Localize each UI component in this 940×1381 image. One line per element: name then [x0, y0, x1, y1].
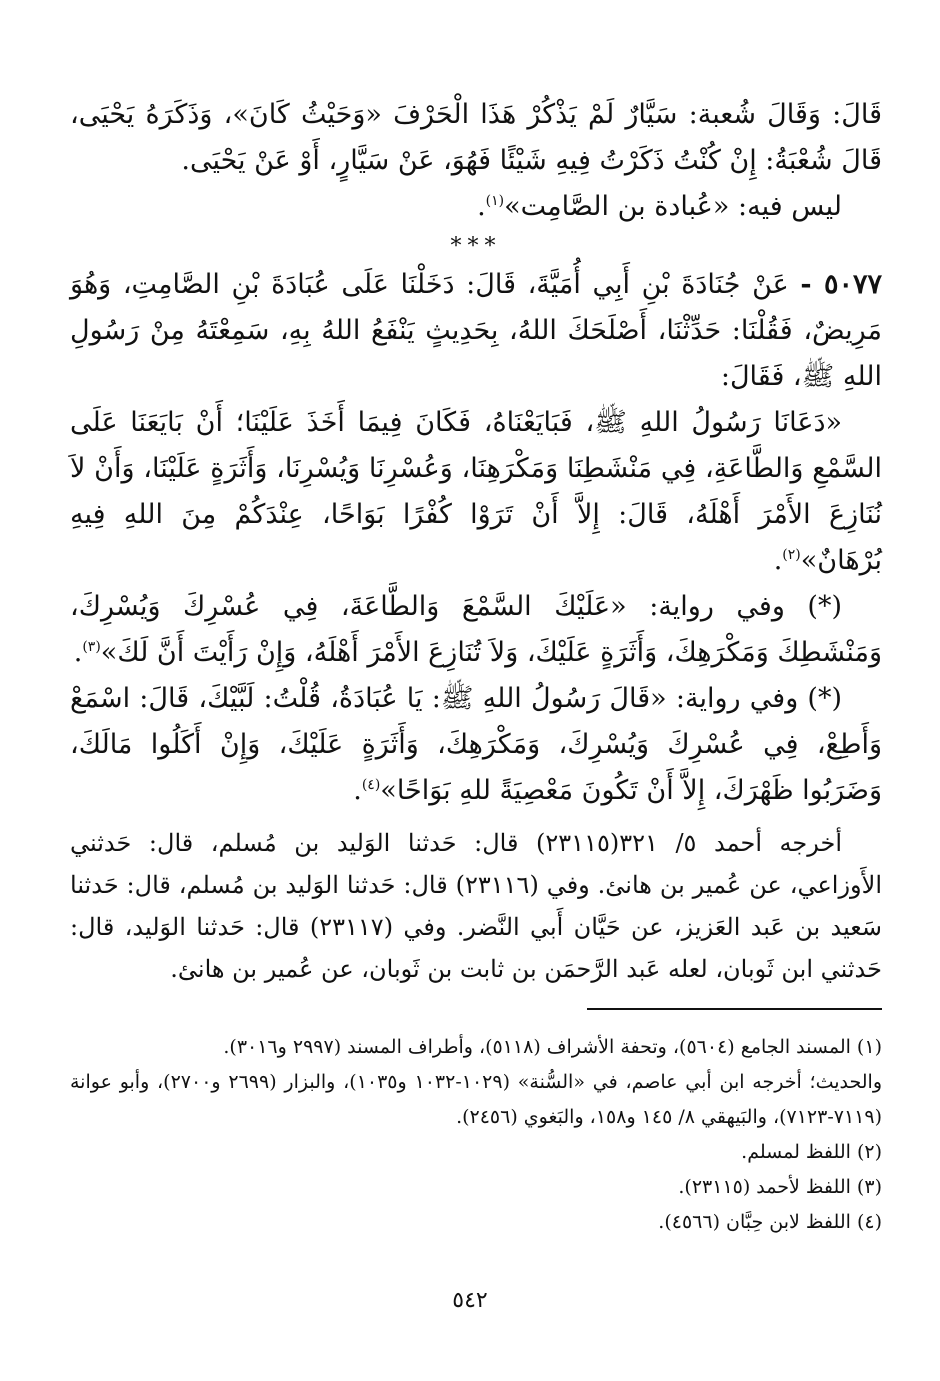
riwaya-1 [70, 584, 882, 676]
footnote-1: (١) المسند الجامع (٥٦٠٤)، وتحفة الأشراف (٥١١٨)، وأطراف المسند (٢٩٩٧ و٣٠١٦). [223, 1036, 882, 1058]
main-text [70, 92, 882, 814]
hadith-number: ٥٠٧٧ - [800, 269, 882, 300]
footnotes [70, 1030, 882, 1240]
footnote-4: (٤) اللفظ لابن حِبَّان (٤٥٦٦). [658, 1211, 882, 1233]
note-end: . [477, 191, 486, 222]
page-number: ٥٤٢ [452, 1288, 488, 1313]
matn-text: «دَعَانَا رَسُولُ اللهِ ﷺ، فَبَايَعْنَاهُ، فَكَانَ فِيمَا أَخَذَ عَلَيْنَا؛ أَنْ بَايَعَنَا عَلَى السَّمْعِ وَالطَّاعَةِ، فِي مَنْشَطِنَا وَمَكْرَهِنَا، وَعُسْرِنَا وَيُسْرِنَا، وَأَثَرَةٍ عَلَيْنَا، وَأَنْ لاَ نُنَازِعَ الأَمْرَ أَهْلَهُ، قَالَ: إِلاَّ أَنْ تَرَوْا كُفْرًا بَوَاحًا، عِنْدَكُمْ مِنَ اللهِ فِيهِ بُرْهَانٌ» [70, 407, 882, 576]
hadith-intro-paragraph [70, 262, 882, 400]
riwaya-2-end: . [353, 775, 362, 806]
hadith-matn [70, 400, 882, 584]
footnote-ref-1: (١) [485, 193, 505, 209]
takhrij-section [70, 822, 882, 990]
riwaya-1-end: . [73, 637, 83, 668]
matn-end: . [773, 545, 783, 576]
hadith-intro: عَنْ جُنَادَةَ بْنِ أَبِي أُمَيَّةَ، قَالَ: دَخَلْنَا عَلَى عُبَادَةَ بْنِ الصَّامِتِ، وَهُوَ مَرِيضٌ، فَقُلْنَا: حَدِّثْنَا، أَصْلَحَكَ اللهُ، بِحَدِيثٍ يَنْفَعُ اللهُ بِهِ، سَمِعْتَهُ مِنْ رَسُولِ اللهِ ﷺ، فَقَالَ: [70, 269, 882, 392]
opening-paragraph: قَالَ: وَقَالَ شُعبة: سَيَّارٌ لَمْ يَذْكُرْ هَذَا الْحَرْفَ «وَحَيْثُ كَانَ»، وَذَكَرَهُ يَحْيَى، قَالَ شُعْبَةُ: إِنْ كُنْتُ ذَكَرْتُ فِيهِ شَيْئًا فَهُوَ، عَنْ سَيَّارٍ، أَوْ عَنْ يَحْيَى. [70, 99, 882, 176]
footnote-divider [587, 1008, 882, 1010]
riwaya-2-text: (*) وفي رواية: «قَالَ رَسُولُ اللهِ ﷺ: يَا عُبَادَةُ، قُلْتُ: لَبَّيْكَ، قَالَ: اسْمَعْ وَأَطِعْ، فِي عُسْرِكَ وَيُسْرِكَ، وَمَكْرَهِكَ، وَأَثَرَةٍ عَلَيْكَ، وَإِنْ أَكَلُوا مَالَكَ، وَضَرَبُوا ظَهْرَكَ، إِلاَّ أَنْ تَكُونَ مَعْصِيَةً للهِ بَوَاحًا» [70, 683, 882, 806]
footnote-1-continuation: والحديث؛ أخرجه ابن أبي عاصم، في «السُّنة» (١٠٢٩-١٠٣٢ و١٠٣٥)، والبزار (٢٦٩٩ و٢٧٠٠)، وأبو عوانة (٧١١٩-٧١٢٣)، والبَيهقي ٨/ ١٤٥ و١٥٨، والبَغوي (٢٤٥٦). [70, 1071, 882, 1128]
note-text: ليس فيه: «عُبادة بن الصَّامِت» [504, 191, 842, 222]
footnote-3: (٣) اللفظ لأحمد (٢٣١١٥). [678, 1176, 882, 1198]
footnote-ref-3: (٣) [82, 639, 101, 655]
footnote-2: (٢) اللفظ لمسلم. [741, 1141, 882, 1163]
footnote-ref-2: (٢) [782, 547, 801, 563]
page [70, 92, 882, 1240]
riwaya-2 [70, 676, 882, 814]
riwaya-1-text: (*) وفي رواية: «عَلَيْكَ السَّمْعَ وَالطَّاعَةَ، فِي عُسْرِكَ وَيُسْرِكَ، وَمَنْشَطِكَ وَمَكْرَهِكَ، وَأَثَرَةٍ عَلَيْكَ، وَلاَ تُنَازِعَ الأَمْرَ أَهْلَهُ، وَإِنْ رَأَيْتَ أَنَّ لَكَ» [70, 591, 882, 668]
note-paragraph [70, 184, 882, 230]
takhrij-paragraph: أخرجه أحمد ٥/ ٣٢١(٢٣١١٥) قال: حَدثنا الوَليد بن مُسلم، قال: حَدثني الأَوزاعي، عن عُمير بن هانئ. وفي (٢٣١١٦) قال: حَدثنا الوَليد بن مُسلم، قال: حَدثنا سَعيد بن عَبد العَزيز، عن حَيَّان أَبي النَّضر. وفي (٢٣١١٧) قال: حَدثنا الوَليد، قال: حَدثني ابن ثَوبان، لعله عَبد الرَّحمَن بن ثابت بن ثَوبان، عن عُمير بن هانئ. [70, 829, 882, 983]
footnote-ref-4: (٤) [361, 777, 381, 793]
section-separator: *** [450, 234, 502, 259]
